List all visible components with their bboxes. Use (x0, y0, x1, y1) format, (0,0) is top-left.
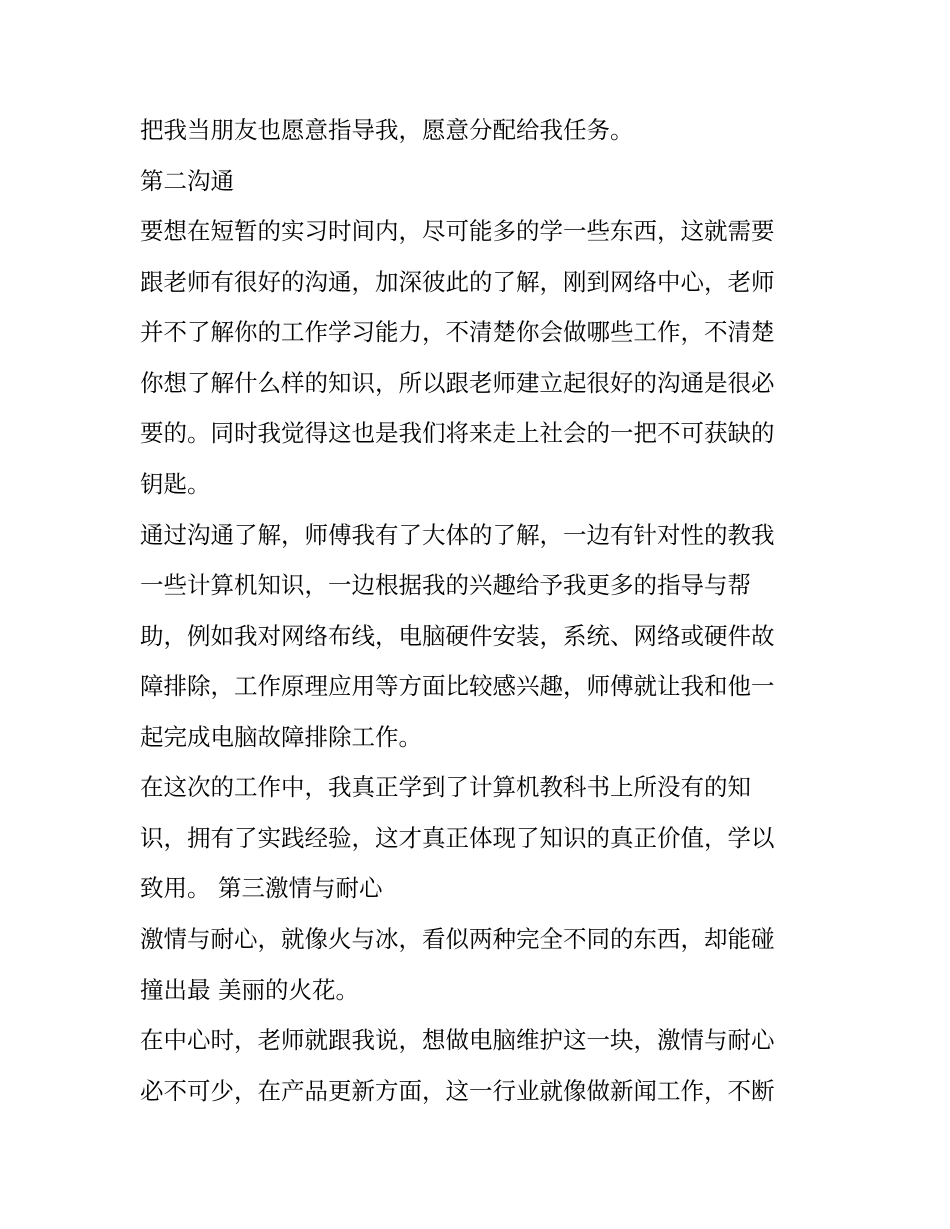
text-line: 跟老师有很好的沟通，加深彼此的了解，刚到网络中心，老师 (140, 268, 775, 296)
text-line: 在这次的工作中，我真正学到了计算机教科书上所没有的知 (140, 773, 751, 801)
text-line: 撞出最 美丽的火花。 (140, 976, 359, 1004)
text-line: 通过沟通了解，师傅我有了大体的了解，一边有针对性的教我 (140, 521, 775, 549)
text-line: 一些计算机知识，一边根据我的兴趣给予我更多的指导与帮 (140, 571, 751, 599)
section-heading: 第二沟通 (140, 167, 234, 195)
text-line: 钥匙。 (140, 470, 211, 498)
text-line: 障排除，工作原理应用等方面比较感兴趣，师傅就让我和他一 (140, 672, 775, 700)
text-line: 要的。同时我觉得这也是我们将来走上社会的一把不可获缺的 (140, 419, 775, 447)
text-line: 必不可少，在产品更新方面，这一行业就像做新闻工作，不断 (140, 1077, 775, 1105)
text-line: 你想了解什么样的知识，所以跟老师建立起很好的沟通是很必 (140, 369, 775, 397)
text-line: 助，例如我对网络布线，电脑硬件安装，系统、网络或硬件故 (140, 622, 775, 650)
text-line-with-heading: 致用。 第三激情与耐心 (140, 874, 383, 902)
text-line: 把我当朋友也愿意指导我，愿意分配给我任务。 (140, 116, 634, 144)
text-line: 要想在短暂的实习时间内，尽可能多的学一些东西，这就需要 (140, 217, 775, 245)
text-line: 并不了解你的工作学习能力，不清楚你会做哪些工作，不清楚 (140, 318, 775, 346)
text-line: 起完成电脑故障排除工作。 (140, 723, 422, 751)
text-line: 在中心时，老师就跟我说，想做电脑维护这一块，激情与耐心 (140, 1026, 775, 1054)
text-line: 激情与耐心，就像火与冰，看似两种完全不同的东西，却能碰 (140, 925, 775, 953)
text-line: 识，拥有了实践经验，这才真正体现了知识的真正价值，学以 (140, 824, 775, 852)
